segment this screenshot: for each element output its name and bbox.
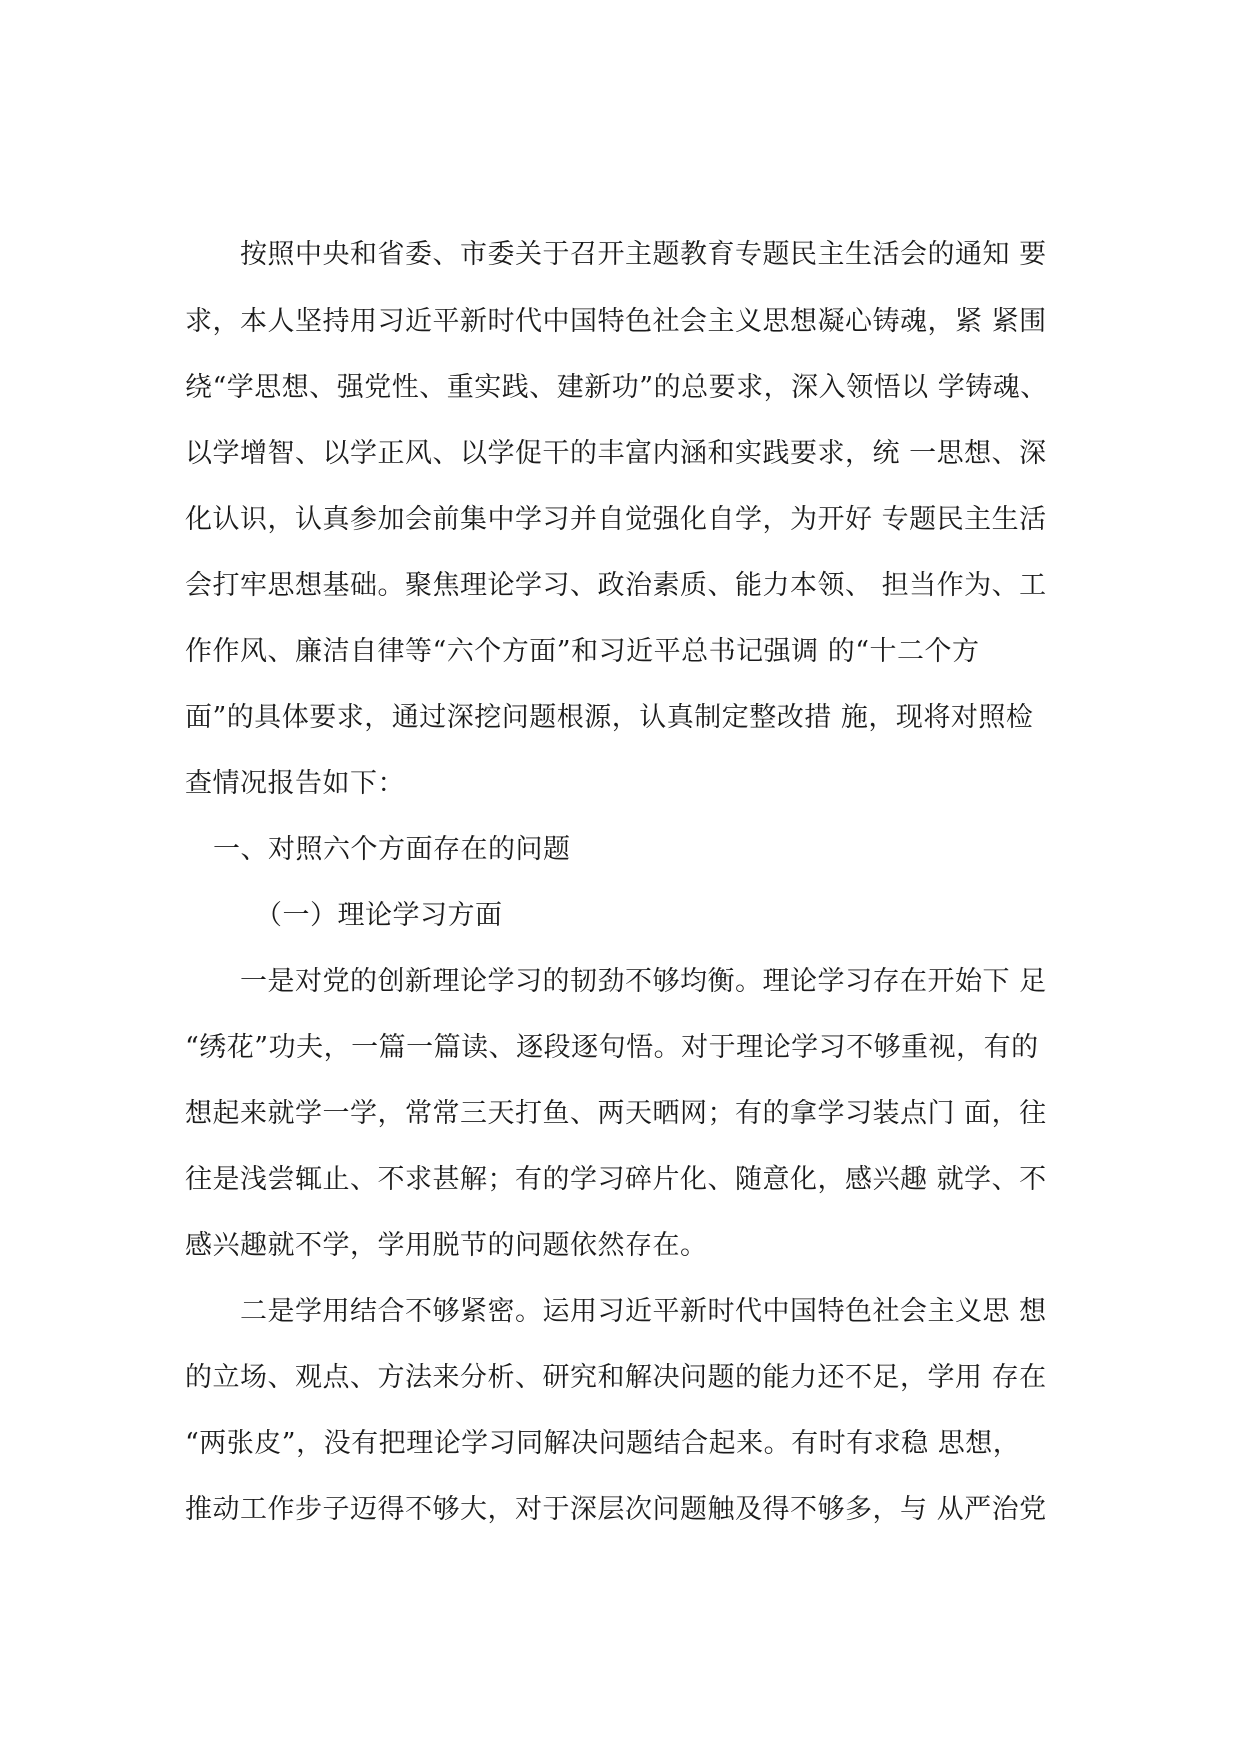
text-line-2: 求，本人坚持用习近平新时代中国特色社会主义思想凝心铸魂，紧 紧围 [185,306,1047,337]
text-line-6: 会打牢思想基础。聚焦理论学习、政治素质、能力本领、 担当作为、工 [185,570,1047,601]
section-heading: 一、对照六个方面存在的问题 [213,834,571,865]
subsection-heading: （一）理论学习方面 [255,900,503,931]
text-line-7: 作作风、廉洁自律等“六个方面”和习近平总书记强调 的“十二个方 [185,636,980,667]
text-line-8: 面”的具体要求，通过深挖问题根源，认真制定整改措 施，现将对照检 [185,702,1034,733]
text-line-12: 一是对党的创新理论学习的韧劲不够均衡。理论学习存在开始下 足 [240,966,1047,997]
text-line-3: 绕“学思想、强党性、重实践、建新功”的总要求，深入领悟以 学铸魂、 [185,372,1048,403]
text-line-4: 以学增智、以学正风、以学促干的丰富内涵和实践要求，统 一思想、深 [185,438,1047,469]
text-line-9: 查情况报告如下： [185,768,405,799]
text-line-17: 二是学用结合不够紧密。运用习近平新时代中国特色社会主义思 想 [240,1296,1047,1327]
text-line-16: 感兴趣就不学，学用脱节的问题依然存在。 [185,1230,708,1261]
text-line-1: 按照中央和省委、市委关于召开主题教育专题民主生活会的通知 要 [240,239,1047,270]
text-line-18: 的立场、观点、方法来分析、研究和解决问题的能力还不足，学用 存在 [185,1362,1047,1393]
text-line-13: “绣花”功夫，一篇一篇读、逐段逐句悟。对于理论学习不够重视，有的 [185,1032,1039,1063]
text-line-5: 化认识，认真参加会前集中学习并自觉强化自学，为开好 专题民主生活 [185,504,1047,535]
text-line-14: 想起来就学一学，常常三天打鱼、两天晒网；有的拿学习装点门 面，往 [185,1098,1047,1129]
text-line-19: “两张皮”，没有把理论学习同解决问题结合起来。有时有求稳 思想， [185,1428,1021,1459]
text-line-20: 推动工作步子迈得不够大，对于深层次问题触及得不够多，与 从严治党 [185,1494,1047,1525]
text-line-15: 往是浅尝辄止、不求甚解；有的学习碎片化、随意化，感兴趣 就学、不 [185,1164,1047,1195]
